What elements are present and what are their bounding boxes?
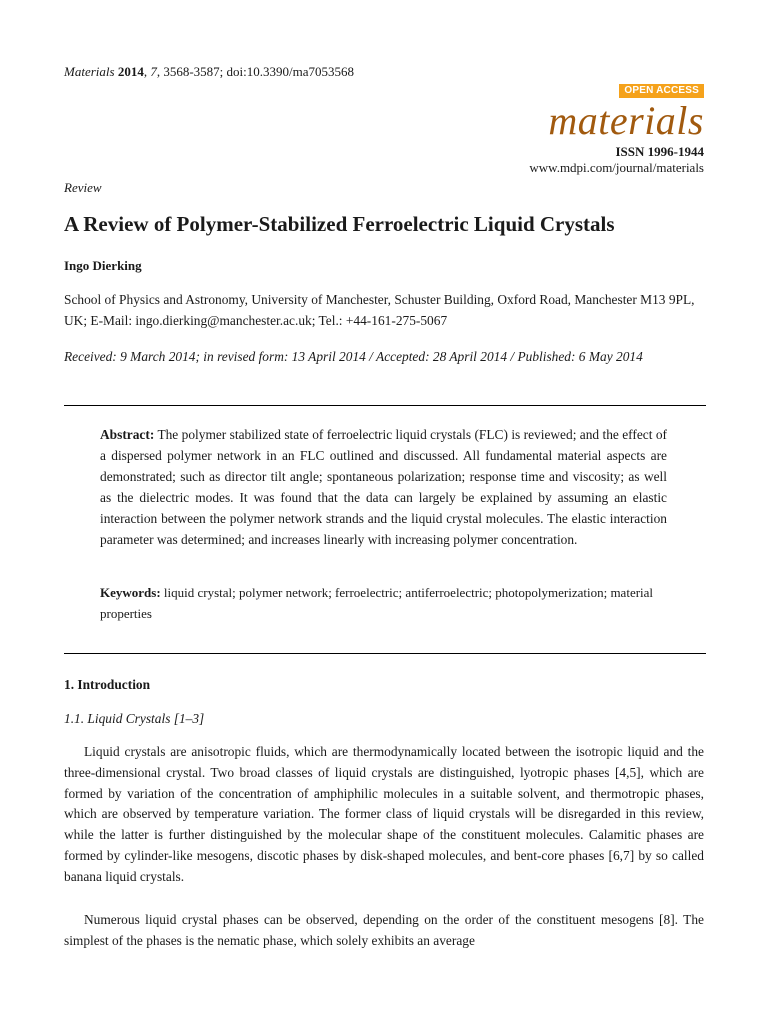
section-heading: 1. Introduction: [64, 677, 151, 692]
abstract-block: [100, 424, 667, 550]
publication-dates: Received: 9 March 2014; in revised form: 13 April 2014 / Accepted: 28 April 2014 / Published: 6 May 2014: [64, 349, 643, 364]
body-paragraph-1: Liquid crystals are anisotropic fluids, which are thermodynamically located between the isotropic liquid and the three-dimensional crystal. Two broad classes of liquid crystals are distinguished, lyotropic phases [4,5], which are formed by variation of the concentration of amphiphilic molecules in a suitable solvent, and thermotropic phases, which are observed by temperature variation. The former class of liquid crystals will be disregarded in this review, while the latter is further distinguished by the molecular shape of the constituent molecules. Calamitic phases are formed by cylinder-like mesogens, discotic phases by disk-shaped molecules, and bent-core phases [6,7] by so called banana liquid crystals.: [64, 744, 704, 884]
abstract-top-rule: [64, 405, 706, 406]
citation-year: 2014: [117, 64, 144, 79]
body-paragraph-2: Numerous liquid crystal phases can be observed, depending on the order of the constituent mesogens [8]. The simplest of the phases is the nematic phase, which solely exhibits an average: [64, 912, 704, 948]
keywords-label: Keywords:: [100, 585, 161, 600]
issn: ISSN 1996-1944: [615, 144, 704, 159]
article-title: A Review of Polymer-Stabilized Ferroelectric Liquid Crystals: [64, 212, 615, 236]
article-type: Review: [64, 180, 102, 195]
keywords-block: [100, 582, 667, 624]
journal-url[interactable]: www.mdpi.com/journal/materials: [529, 160, 704, 175]
open-access-badge: OPEN ACCESS: [619, 84, 704, 98]
author-affiliation: School of Physics and Astronomy, University of Manchester, Schuster Building, Oxford Road, Manchester M13 9PL, UK; E-Mail: ingo.dierking@manchester.ac.uk; Tel.: +44-161-275-5067: [64, 292, 695, 328]
keywords-text: liquid crystal; polymer network; ferroelectric; antiferroelectric; photopolymerization; material properties: [100, 585, 654, 621]
citation-volume: 7: [150, 64, 157, 79]
abstract-bottom-rule: [64, 653, 706, 654]
citation-line: Materials 2014, 7, 3568-3587; doi:10.3390/ma7053568: [64, 64, 354, 79]
abstract-text: The polymer stabilized state of ferroelectric liquid crystals (FLC) is reviewed; and the effect of a dispersed polymer network in an FLC outlined and discussed. All fundamental material aspects are demonstrated; such as director tilt angle; spontaneous polarization; response time and viscosity; as well as the dielectric modes. It was found that the data can largely be explained by assuming an elastic interaction between the polymer network strands and the liquid crystal molecules. The elastic interaction parameter was determined; and increases linearly with increasing polymer concentration.: [100, 427, 667, 547]
journal-logo: materials: [548, 98, 704, 143]
subsection-heading: 1.1. Liquid Crystals [1–3]: [64, 711, 205, 726]
citation-journal: Materials: [64, 64, 115, 79]
author-name: Ingo Dierking: [64, 258, 142, 273]
citation-details: , 3568-3587; doi:10.3390/ma7053568: [156, 64, 354, 79]
abstract-label: Abstract:: [100, 427, 155, 442]
